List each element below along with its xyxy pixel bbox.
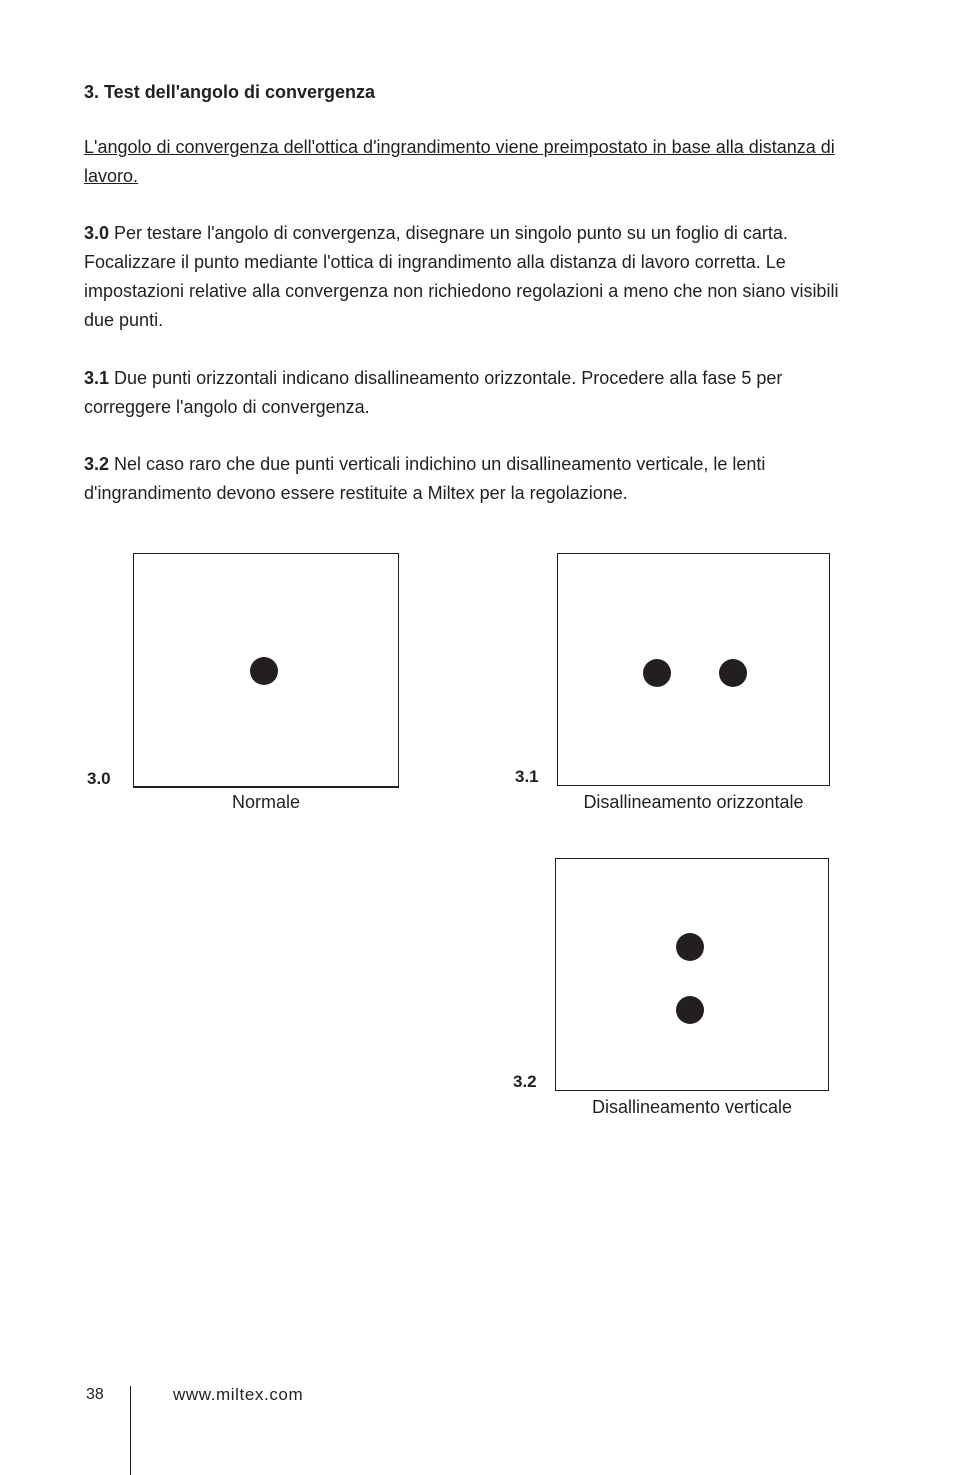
- page-number: 38: [86, 1386, 104, 1403]
- figure-box-vertical: [555, 858, 829, 1091]
- section-heading: 3. Test dell'angolo di convergenza: [84, 82, 376, 102]
- figure-number-3-2: 3.2: [513, 1072, 537, 1091]
- dot: [643, 659, 671, 687]
- figure-box-normal: [133, 553, 399, 788]
- paragraph-3-1: [84, 364, 854, 422]
- figure-number-3-0: 3.0: [87, 769, 111, 788]
- figure-caption-normal: Normale: [231, 792, 301, 812]
- paragraph-number: 3.1: [84, 368, 110, 388]
- footer-url: www.miltex.com: [173, 1385, 304, 1404]
- figure-number-3-1: 3.1: [515, 767, 539, 786]
- dot: [676, 933, 704, 961]
- footer-divider: [130, 1386, 131, 1475]
- figure-caption-horizontal: Disallineamento orizzontale: [583, 792, 804, 812]
- figure-caption-vertical: Disallineamento verticale: [591, 1097, 793, 1117]
- paragraph-3-0: [84, 219, 854, 335]
- intro-text: L'angolo di convergenza dell'ottica d'ingrandimento viene preimpostato in base alla distanza di lavoro.: [84, 137, 835, 186]
- figure-box-horizontal: [557, 553, 830, 786]
- paragraph-3-2: [84, 450, 854, 508]
- dot: [250, 657, 278, 685]
- dot: [676, 996, 704, 1024]
- paragraph-number: 3.0: [84, 223, 110, 243]
- dot: [719, 659, 747, 687]
- paragraph-number: 3.2: [84, 454, 110, 474]
- paragraph-text: Due punti orizzontali indicano disallineamento orizzontale. Procedere alla fase 5 per correggere l'angolo di convergenza.: [84, 368, 783, 417]
- paragraph-text: Nel caso raro che due punti verticali indichino un disallineamento verticale, le lenti d'ingrandimento devono essere restituite a Miltex per la regolazione.: [84, 454, 766, 503]
- paragraph-text: Per testare l'angolo di convergenza, disegnare un singolo punto su un foglio di carta. Focalizzare il punto mediante l'ottica di ingrandimento alla distanza di lavoro corretta. Le impostazioni relative alla convergenza non richiedono regolazioni a meno che non siano visibili due punti.: [84, 223, 839, 330]
